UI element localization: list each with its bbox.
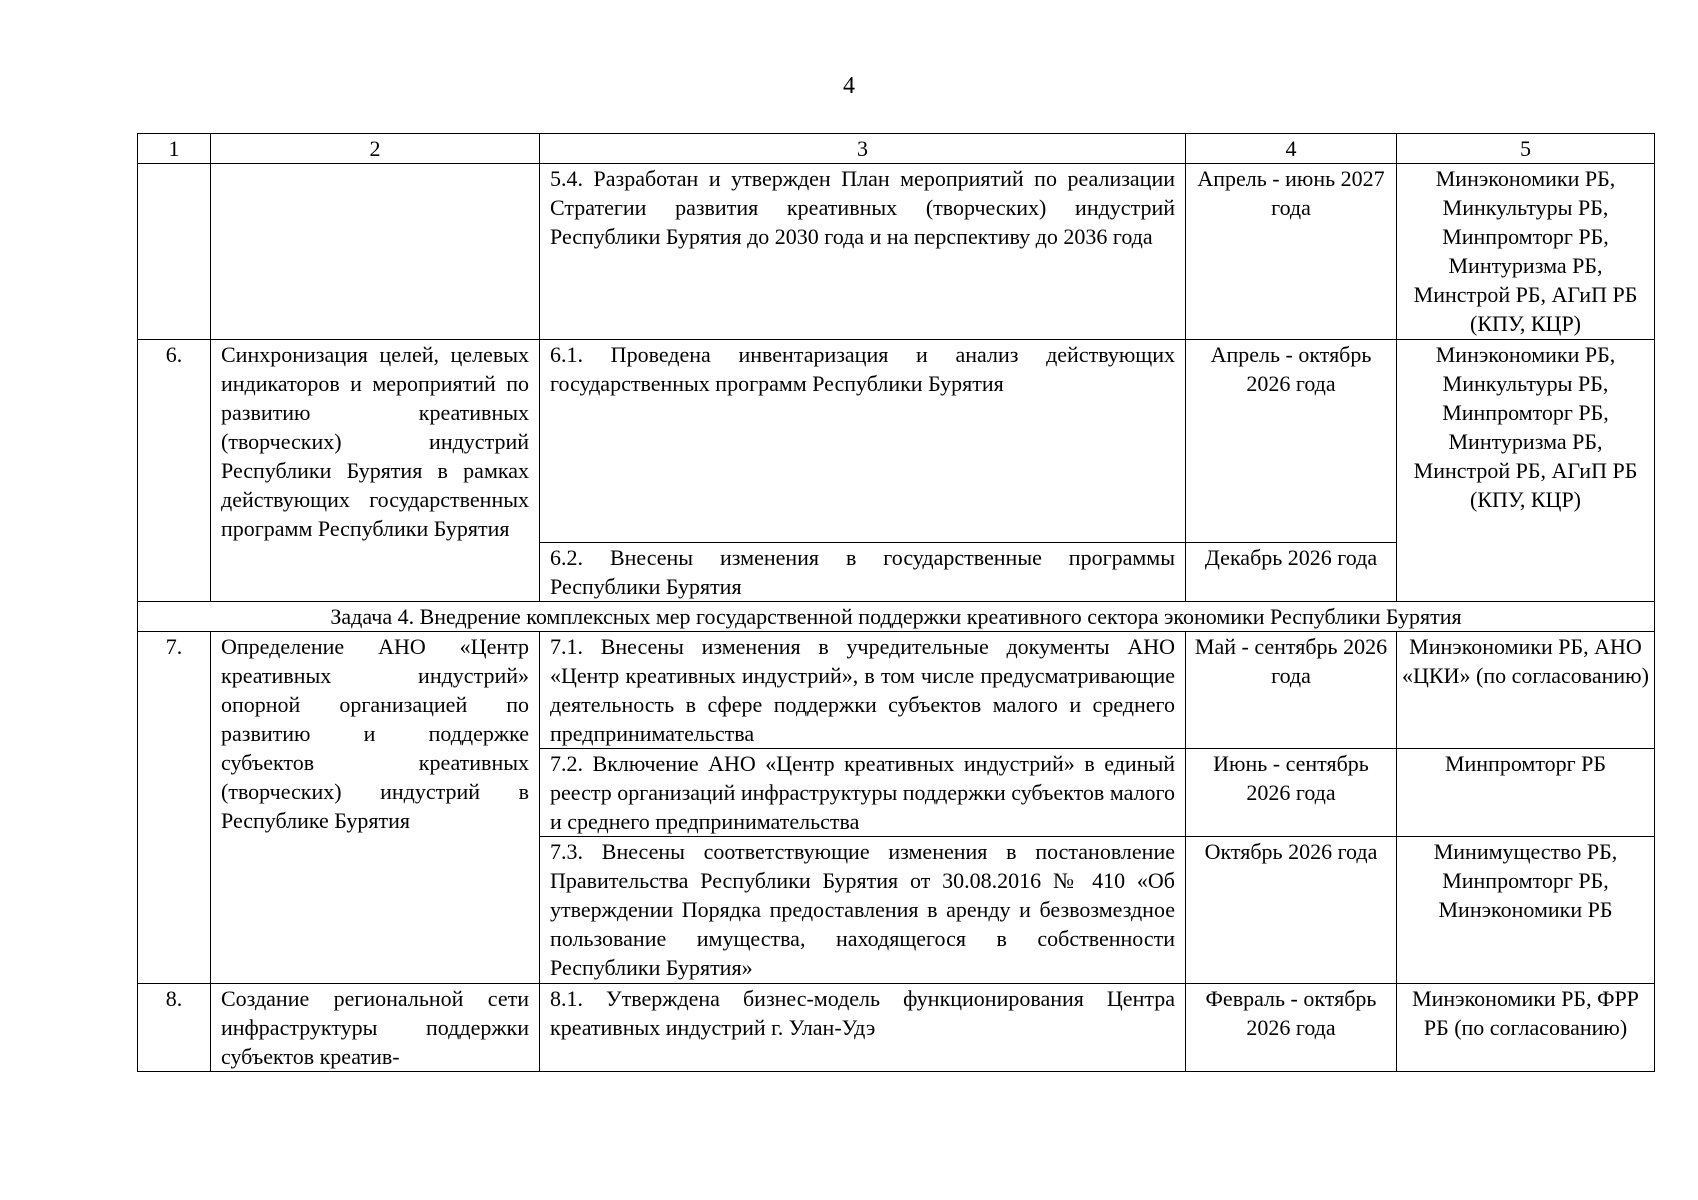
result-cell: 7.1. Внесены изменения в учредительные документы АНО «Центр креативных индустрий», в том числе предусматривающие деятельность в сфере поддержки субъектов малого и среднего предпринимательства xyxy=(540,632,1186,749)
measure-cell xyxy=(211,164,540,340)
table-row xyxy=(138,340,1655,543)
deadline-cell: Апрель - июнь 2027 года xyxy=(1186,164,1397,340)
deadline-cell: Февраль - октябрь 2026 года xyxy=(1186,984,1397,1072)
column-header: 1 xyxy=(138,134,211,164)
deadline-cell: Октябрь 2026 года xyxy=(1186,837,1397,984)
executors-cell: Минэкономики РБ, ФРР РБ (по согласованию) xyxy=(1397,984,1655,1072)
table-row xyxy=(138,632,1655,749)
executors-cell: Минэкономики РБ, Минкультуры РБ, Минпромторг РБ, Минтуризма РБ, Минстрой РБ, АГиП РБ (КПУ, КЦР) xyxy=(1397,164,1655,340)
executors-cell: Минпромторг РБ xyxy=(1397,749,1655,837)
task-heading: Задача 4. Внедрение комплексных мер государственной поддержки креативного сектора экономики Республики Бурятия xyxy=(138,602,1655,632)
executors-cell: Минэкономики РБ, АНО «ЦКИ» (по согласованию) xyxy=(1397,632,1655,749)
table-row xyxy=(138,984,1655,1072)
result-cell: 8.1. Утверждена бизнес-модель функционирования Центра креативных индустрий г. Улан-Удэ xyxy=(540,984,1186,1072)
deadline-cell: Апрель - октябрь 2026 года xyxy=(1186,340,1397,543)
deadline-cell: Июнь - сентябрь 2026 года xyxy=(1186,749,1397,837)
item-number: 8. xyxy=(138,984,211,1072)
result-cell: 6.1. Проведена инвентаризация и анализ действующих государственных программ Республики Бурятия xyxy=(540,340,1186,543)
result-cell: 6.2. Внесены изменения в государственные программы Республики Бурятия xyxy=(540,543,1186,602)
measure-cell: Создание региональной сети инфраструктуры поддержки субъектов креатив- xyxy=(211,984,540,1072)
result-cell: 5.4. Разработан и утвержден План мероприятий по реализации Стратегии развития креативных (творческих) индустрий Республики Бурятия до 2030 года и на перспективу до 2036 года xyxy=(540,164,1186,340)
column-header: 5 xyxy=(1397,134,1655,164)
column-header: 3 xyxy=(540,134,1186,164)
item-number: 6. xyxy=(138,340,211,602)
column-header: 4 xyxy=(1186,134,1397,164)
table-row xyxy=(138,164,1655,340)
task-row xyxy=(138,602,1655,632)
measure-cell: Синхронизация целей, целевых индикаторов и мероприятий по развитию креативных (творческих) индустрий Республики Бурятия в рамках действующих государственных программ Республики Бурятия xyxy=(211,340,540,602)
action-plan-table xyxy=(137,133,1655,1072)
result-cell: 7.2. Включение АНО «Центр креативных индустрий» в единый реестр организаций инфраструктуры поддержки субъектов малого и среднего предпринимательства xyxy=(540,749,1186,837)
result-cell: 7.3. Внесены соответствующие изменения в постановление Правительства Республики Бурятия от 30.08.2016 № 410 «Об утверждении Порядка предоставления в аренду и безвозмездное пользование имущества, находящегося в собственности Республики Бурятия» xyxy=(540,837,1186,984)
item-number xyxy=(138,164,211,340)
measure-cell: Определение АНО «Центр креативных индустрий» опорной организацией по развитию и поддержке субъектов креативных (творческих) индустрий в Республике Бурятия xyxy=(211,632,540,984)
column-number-row xyxy=(138,134,1655,164)
item-number: 7. xyxy=(138,632,211,984)
deadline-cell: Май - сентябрь 2026 года xyxy=(1186,632,1397,749)
deadline-cell: Декабрь 2026 года xyxy=(1186,543,1397,602)
page-number: 4 xyxy=(843,73,855,99)
executors-cell: Минэкономики РБ, Минкультуры РБ, Минпромторг РБ, Минтуризма РБ, Минстрой РБ, АГиП РБ (КПУ, КЦР) xyxy=(1397,340,1655,602)
column-header: 2 xyxy=(211,134,540,164)
executors-cell: Минимущество РБ, Минпромторг РБ, Минэкономики РБ xyxy=(1397,837,1655,984)
